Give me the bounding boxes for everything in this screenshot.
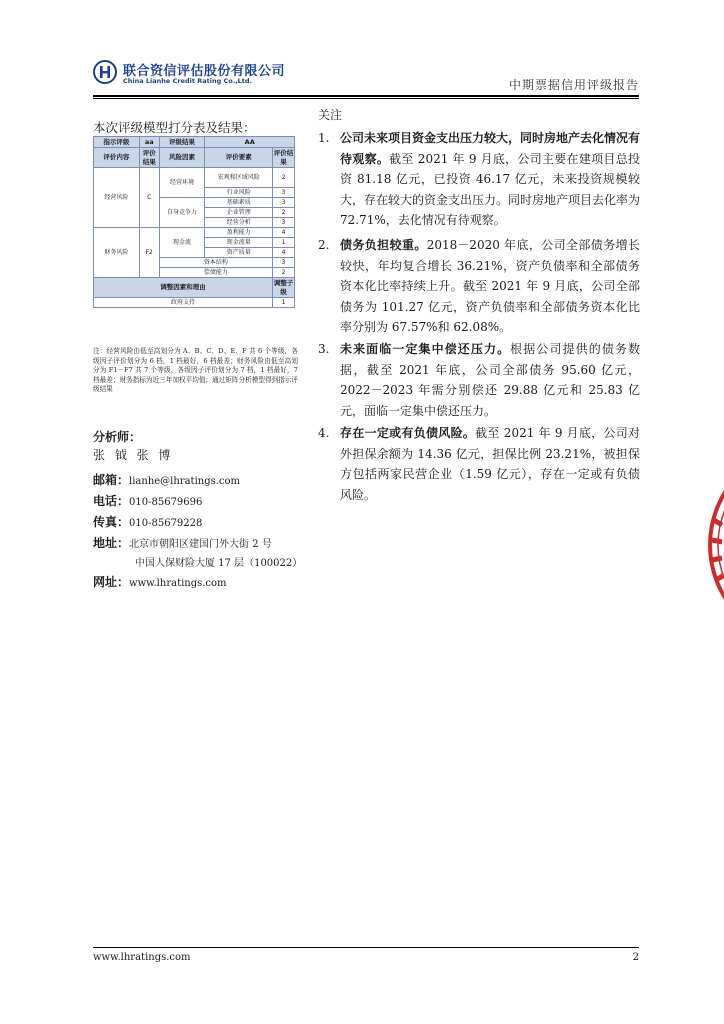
- cell-factor: 盈利能力: [205, 228, 273, 238]
- cell-operating-risk: 经营风险: [94, 168, 140, 228]
- cell-score: 1: [273, 238, 295, 248]
- cell-adjust-header: 调整因素和理由: [94, 278, 273, 298]
- cell-score: 3: [273, 188, 295, 198]
- item-heading: 债务负担较重。: [340, 238, 427, 252]
- email-label: 邮箱：: [93, 473, 130, 487]
- table-note: 注：经营风险由低至高划分为 A、B、C、D、E、F 共 6 个等级，各级因子评价划分为 6 档，1 档最好，6 档最差；财务风险由低至高划分为 F1－F7 共 7 个等级，各级因子评价划分为 7 档，1 档最好，7 档最差；财务指标为近三年加权平均值；通过矩阵分析模型得到指示评级结果: [93, 347, 298, 394]
- cell-factor: 行业风险: [205, 188, 273, 198]
- cell-indicative-label: 指示评级: [94, 137, 140, 148]
- cell-score: 3: [273, 198, 295, 208]
- cell-header: 评价要素: [205, 148, 273, 168]
- report-type: 中期票据信用评级报告: [508, 78, 639, 92]
- web-label: 网址：: [93, 575, 130, 589]
- header-divider: [93, 95, 639, 97]
- rating-model-table: [93, 136, 295, 308]
- item-number: 4.: [318, 426, 330, 440]
- cell-factor: 偿债能力: [159, 268, 272, 278]
- fax-row: [93, 513, 202, 530]
- cell-score: 3: [273, 258, 295, 268]
- cell-financial-grade: F2: [139, 228, 159, 278]
- cell-score: 2: [273, 168, 295, 188]
- cell-score: 2: [273, 208, 295, 218]
- cell-score: 4: [273, 248, 295, 258]
- cell-operating-grade: C: [139, 168, 159, 228]
- web-link[interactable]: www.lhratings.com: [129, 578, 227, 589]
- cell-score: 3: [273, 218, 295, 228]
- item-body: 2018－2020 年底，公司全部债务增长较快，年均复合增长 36.21%，资产负债率和全部债务资本化比率持续上升。截至 2021 年 9 月底，公司全部债务为 101.27 亿元，资产负债率和全部债务资本化比率分别为 67.57%和 62.08%。: [340, 238, 640, 334]
- cell-result-value: AA: [205, 137, 295, 148]
- address-line1: 北京市朝阳区建国门外大街 2 号: [129, 539, 272, 550]
- cell-factor: 资本结构: [159, 258, 272, 268]
- phone-row: [93, 492, 202, 509]
- item-body: 截至 2021 年 9 月底，公司主要在建项目总投资 81.18 亿元，已投资 46.17 亿元，未来投资规模较大，存在较大的资金支出压力。同时房地产项目去化率为 72.71%，去化情况有待观察。: [340, 151, 641, 227]
- item-heading: 公司未来项目资金支出压力较大，同时房地产去化情况有待观察。: [340, 131, 641, 166]
- analyst-names: 张 钺 张 博: [93, 448, 174, 462]
- cell-factor: 经营分析: [205, 218, 273, 228]
- web-row: [93, 573, 227, 590]
- footer-divider: [93, 947, 639, 948]
- email-row: [93, 471, 240, 488]
- item-heading: 存在一定或有负债风险。: [340, 426, 476, 440]
- concern-item: [318, 235, 640, 338]
- cell-indicative-value: aa: [139, 137, 159, 148]
- fax-label: 传真：: [93, 515, 130, 529]
- cell-gov-support: 政府支持: [94, 298, 273, 308]
- address-row: [93, 534, 272, 551]
- cell-score: 2: [273, 268, 295, 278]
- item-body: 截至 2021 年 9 月底，公司对外担保余额为 14.36 亿元，担保比例 23.21%，被担保方包括两家民营企业（1.59 亿元），存在一定或有负债风险。: [340, 426, 640, 502]
- company-logo-icon: [93, 60, 117, 84]
- item-body: 根据公司提供的债务数据，截至 2021 年底，公司全部债务 95.60 亿元，2022－2023 年需分别偿还 29.88 亿元和 25.83 亿元，面临一定集中偿还压力。: [340, 342, 640, 418]
- cell-adjust-level: 调整子级: [273, 278, 294, 296]
- rating-model-title: 本次评级模型打分表及结果：: [93, 120, 256, 135]
- item-number: 1.: [318, 131, 330, 145]
- cell-financial-risk: 财务风险: [94, 228, 140, 278]
- cell-header: 风险因素: [159, 148, 205, 168]
- address-label: 地址：: [93, 536, 130, 550]
- phone-value: 010-85679696: [129, 497, 203, 508]
- item-heading: 未来面临一定集中偿还压力。: [340, 342, 511, 356]
- company-seal-icon: [700, 430, 724, 660]
- cell-header: 评价内容: [94, 148, 140, 168]
- fax-value: 010-85679228: [129, 518, 203, 529]
- email-link[interactable]: lianhe@lhratings.com: [129, 476, 241, 487]
- cell-factor: 企业管理: [205, 208, 273, 218]
- concern-item: [318, 423, 640, 505]
- concern-item: [318, 128, 640, 231]
- phone-label: 电话：: [93, 494, 130, 508]
- header-divider-thin: [93, 98, 639, 99]
- cell-factor: 宏观和区域风险: [205, 168, 273, 188]
- address-line2: 中国人保财险大厦 17 层（100022）: [135, 558, 303, 569]
- footer-url[interactable]: www.lhratings.com: [93, 952, 191, 963]
- cell-competitiveness: 自身竞争力: [159, 198, 205, 228]
- concern-item: [318, 339, 640, 421]
- cell-cashflow: 现金流: [159, 228, 205, 258]
- item-number: 2.: [318, 238, 330, 252]
- cell-factor: 基础素质: [205, 198, 273, 208]
- cell-result-label: 评级结果: [159, 137, 205, 148]
- address-row-2: [135, 554, 302, 569]
- cell-env: 经营环境: [159, 168, 205, 198]
- page-number: 2: [632, 952, 639, 963]
- item-number: 3.: [318, 342, 330, 356]
- company-name-en: China Lianhe Credit Rating Co.,Ltd.: [123, 77, 253, 85]
- cell-header: 评价结果: [273, 148, 294, 166]
- cell-gov-support-score: 1: [273, 298, 295, 308]
- cell-factor: 现金流量: [205, 238, 273, 248]
- focus-heading: 关注: [318, 108, 343, 122]
- analyst-label: 分析师：: [93, 430, 142, 444]
- cell-factor: 资产质量: [205, 248, 273, 258]
- company-name-cn: 联合资信评估股份有限公司: [123, 64, 286, 79]
- cell-score: 4: [273, 228, 295, 238]
- cell-header: 评价结果: [139, 148, 159, 168]
